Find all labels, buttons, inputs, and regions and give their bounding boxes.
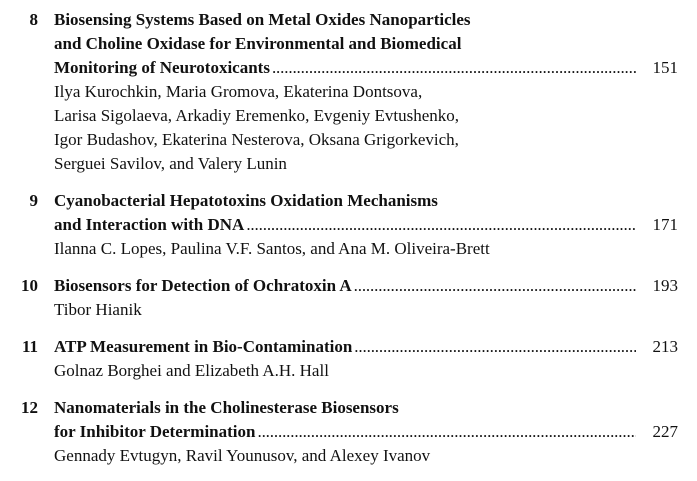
chapter-number: 8 xyxy=(29,10,38,29)
chapter-title-line: for Inhibitor Determination xyxy=(54,422,256,441)
toc-entry[interactable] xyxy=(0,335,697,383)
dot-leader xyxy=(354,274,636,298)
author-line: Larisa Sigolaeva, Arkadiy Eremenko, Evgeniy Evtushenko, xyxy=(54,106,460,125)
author-line: Tibor Hianik xyxy=(54,300,142,319)
chapter-title-line: Biosensors for Detection of Ochratoxin A xyxy=(54,276,352,295)
chapter-number: 10 xyxy=(21,276,38,295)
chapter-title-final-line xyxy=(54,213,678,237)
table-of-contents xyxy=(0,8,697,481)
chapter-title-line: Biosensing Systems Based on Metal Oxides Nanoparticles xyxy=(54,10,471,29)
page-number[interactable]: 193 xyxy=(652,276,678,295)
dot-leader xyxy=(272,56,636,80)
entry-body xyxy=(54,189,678,261)
chapter-title-line: Nanomaterials in the Cholinesterase Biosensors xyxy=(54,398,399,417)
dot-leader xyxy=(354,335,636,359)
author-line: Gennady Evtugyn, Ravil Younusov, and Alexey Ivanov xyxy=(54,446,431,465)
dot-leader xyxy=(246,213,636,237)
chapter-title-final-line xyxy=(54,274,678,298)
entry-body xyxy=(54,8,678,176)
chapter-title-final-line xyxy=(54,420,678,444)
page-number[interactable]: 213 xyxy=(652,337,678,356)
page-number[interactable]: 227 xyxy=(652,422,678,441)
author-line: Golnaz Borghei and Elizabeth A.H. Hall xyxy=(54,361,329,380)
toc-entry[interactable] xyxy=(0,189,697,261)
chapter-title-final-line xyxy=(54,335,678,359)
chapter-number: 11 xyxy=(21,337,38,356)
toc-entry[interactable] xyxy=(0,8,697,176)
chapter-title-line: ATP Measurement in Bio-Contamination xyxy=(54,337,353,356)
author-line: Igor Budashov, Ekaterina Nesterova, Oksana Grigorkevich, xyxy=(54,130,459,149)
entry-body xyxy=(54,274,678,322)
chapter-title-line: and Choline Oxidase for Environmental and Biomedical xyxy=(54,34,462,53)
dot-leader xyxy=(257,420,636,444)
toc-entry[interactable] xyxy=(0,396,697,468)
chapter-title-line: and Interaction with DNA xyxy=(54,215,245,234)
author-line: Serguei Savilov, and Valery Lunin xyxy=(54,154,287,173)
chapter-title-final-line xyxy=(54,56,678,80)
toc-entry[interactable] xyxy=(0,274,697,322)
chapter-title-line: Monitoring of Neurotoxicants xyxy=(54,58,270,77)
author-line: Ilya Kurochkin, Maria Gromova, Ekaterina Dontsova, xyxy=(54,82,423,101)
page-number[interactable]: 171 xyxy=(652,215,678,234)
chapter-number: 9 xyxy=(29,191,38,210)
page-number[interactable]: 151 xyxy=(652,58,678,77)
chapter-number: 12 xyxy=(21,398,38,417)
author-line: Ilanna C. Lopes, Paulina V.F. Santos, and Ana M. Oliveira-Brett xyxy=(54,239,490,258)
entry-body xyxy=(54,335,678,383)
entry-body xyxy=(54,396,678,468)
chapter-title-line: Cyanobacterial Hepatotoxins Oxidation Mechanisms xyxy=(54,191,438,210)
